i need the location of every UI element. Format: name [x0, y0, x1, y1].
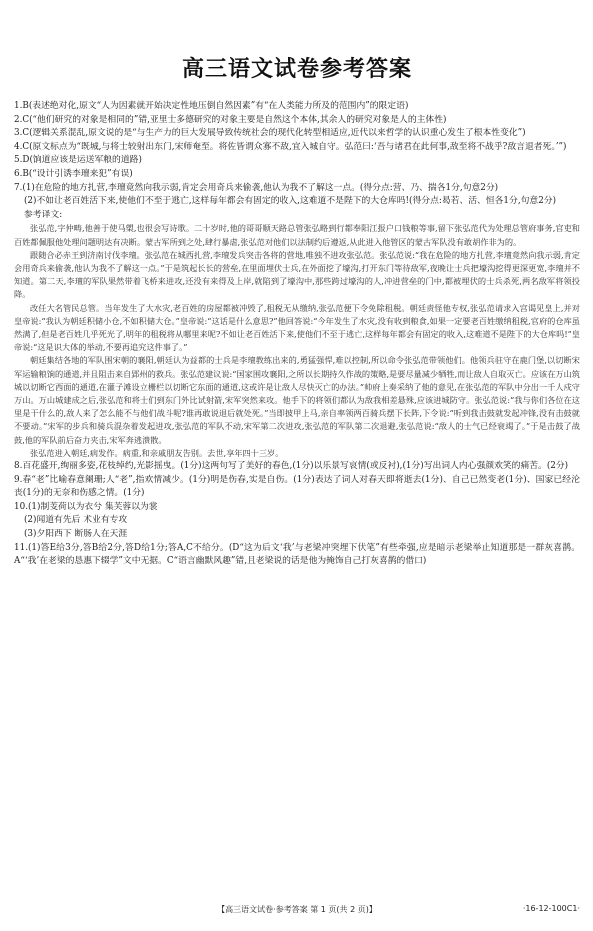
- translation-heading: 参考译文:: [24, 209, 63, 220]
- translation-paragraph: 张弘范进入朝廷,病发作。病重,和亲戚朋友告别。去世,享年四十三岁。: [30, 447, 284, 458]
- answer-item: 2.C(“他们研究的对象是相同的”错,亚里士多德研究的对象主要是自然这个本体,其余人的研究对象是人的主体性): [14, 114, 447, 125]
- answer-item: 11.(1)答E给3分,答B给2分,答D给1分;答A,C不给分。(D“这为后文‘我’与老梁冲突埋下伏笔”有些牵强,应是暗示老梁举止知道那是一群灰喜鹊。A“‘我’在老梁的恳惠下辍学”文中无据。C“语言幽默风趣”错,且老梁说的话是他为掩饰自己打灰喜鹊的借口): [14, 542, 580, 567]
- answer-item: 10.(1)制芰荷以为衣兮 集芙蓉以为裳: [14, 501, 158, 512]
- answer-item: 6.B(“设计引诱李璮来犯”有误): [14, 168, 133, 179]
- answer-page: [14, 0, 580, 931]
- answer-item: 7.(1)在危险的地方扎营,李璮竟然向我示弱,肯定会用奇兵来偷袭,他认为我不了解这一点。(得分点:营、乃、揣各1分,句意2分): [14, 182, 499, 193]
- translation-paragraph: 张弘范,字仲畴,他善于使马槊,也很会写诗歌。二十岁时,他的哥哥顺天路总管张弘略到行都奉阳江报户口钱粮等事,留下张弘范代为处理总管府事务,官吏和百姓都佩服他处理问题明达有决断。蒙古军所到之处,肆行暴虐,张弘范对他们以法制约后遵返,从此进入他管区的蒙古军队没有敢胡作非为的。: [14, 223, 580, 247]
- answer-item: 1.B(表述绝对化,原文“人为因素就开始决定性地压倒自然因素”有“在人类能力所及的范围内”的限定语): [14, 101, 409, 111]
- page-title: 高三语文试卷参考答案: [181, 57, 412, 82]
- answer-item: 3.C(逻辑关系混乱,原文说的是“与生产力的巨大发展导致传统社会的现代化转型相适应,近代以来哲学的认识重心发生了根本性变化”): [14, 128, 526, 139]
- footer-code: ·16-12-100C1·: [522, 904, 580, 913]
- footer-page-info: 【高三语文试卷·参考答案 第 1 页(共 2 页)】: [217, 905, 377, 914]
- translation-paragraph: 朝廷集结各地的军队围宋朝的襄阳,朝廷认为益都的士兵是李璮教练出来的,勇猛强悍,难以控制,所以命令张弘范带领他们。他领兵驻守在鹿门堡,以切断宋军运输粮饷的通道,并且阻击来自郢州的救兵。张弘范建议说:“国家围攻襄阳,之所以长期持久作战的策略,是要尽量减少牺牲,而让敌人自取灭亡。应该在万山筑城以切断它西面的通道,在灌子滩设立栅栏以切断它东面的通道,这或许是让敌人尽快灭亡的办法。”帅府上奏采纳了他的意见,在张弘范的军队中分出一千人戍守万山。万山城建成之后,张弘范和将士们到东门外比试射箭,宋军突然来攻。他手下的将领们都认为敌我相差悬殊,应该进城防守。张弘范说:“我与你们各位在这里是干什么的,敌人来了怎么能不与他们战斗呢?谁再敢说退后就处死。”当即披甲上马,亲自率领两百骑兵摆下长阵,下令说:“听到我击鼓就发起冲锋,没有击鼓就不要动。”宋军的步兵和骑兵混杂着发起进攻,张弘范的军队不动,宋军第二次进攻,张弘范的军队第二次退避,张弘范说:“敌人的士气已经衰竭了。”于是击鼓了战鼓,他的军队前后奋力夹击,宋军奔逃溃散。: [14, 355, 580, 445]
- answer-item: 4.C(原文标点为“既城,与将士较射出东门,宋师奄至。将佐皆谓众寡不敌,宜入城自守。弘范曰:‘吾与诸君在此何事,敌至将不战乎?敌言退者死。’”): [14, 141, 567, 152]
- answer-body: [14, 100, 580, 880]
- answer-item: (2)不如让老百姓活下来,使他们不至于逃亡,这样每年都会有固定的收入,这难道不是陛下的大仓库吗!(得分点:曷若、活、恒各1分,句意2分): [24, 196, 557, 207]
- answer-item: 5.D(饷道应该是运送军粮的道路): [14, 155, 142, 166]
- translation-paragraph: 改任大名管民总管。当年发生了大水灾,老百姓的房屋都被冲毁了,租税无从缴纳,张弘范便下令免除租税。朝廷责怪他专权,张弘范请求入宫谒见皇上,并对皇帝说:“我认为朝廷积储小仓,不如积储大仓。”皇帝说:“这话是什么意思?”他回答说:“今年发生了水灾,没有收到粮食,如果一定要老百姓缴纳租税,官府的仓库虽然满了,但是老百姓几乎死光了,明年的租税将从哪里来呢?不如让老百姓活下来,使他们不至于逃亡,这样每年都会有固定的收入,这难道不是陛下的大仓库吗!”皇帝说:“这是识大体的举动,不要再追究这件事了。”: [14, 302, 580, 353]
- answer-item: (2)闻道有先后 术业有专攻: [24, 515, 128, 526]
- answer-item: (3)夕阳西下 断肠人在天涯: [24, 528, 128, 539]
- translation-paragraph: 跟随合必赤王到济南讨伐李璮。张弘范在城西扎营,李璮发兵突击各将的营地,唯独不进攻张弘范。张弘范说:“我在危险的地方扎营,李璮竟然向我示弱,肯定会用奇兵来偷袭,他认为我不了解这一点。”于是筑起长长的营垒,在里面埋伏士兵,在外面挖了壕沟,打开东门等待敌军,夜晚让士兵把壕沟挖得更深更宽,李璮并不知道。第二天,李璮的军队果然带着飞桥来进攻,还没有来得及上岸,就陷到了壕沟中,那些跨过壕沟的人,冲进营垒的门中,都被埋伏的士兵杀死,两名敌军将领投降。: [14, 249, 580, 300]
- answer-item: 9.春“老”比喻春意阑珊;人“老”,指欢情减少。(1分)明是伤春,实是自伤。(1分)表达了词人对春天即将逝去(1分)、自己已然变老(1分)、国家已经沦丧(1分)的无奈和伤感之情。(1分): [14, 474, 580, 499]
- answer-item: 8.百花盛开,绚丽多姿,花枝绰约,光影摇曳。(1分)这两句写了美好的春色,(1分)以乐景写哀情(或反衬),(1分)写出词人内心强颜欢笑的痛苦。(2分): [14, 461, 569, 471]
